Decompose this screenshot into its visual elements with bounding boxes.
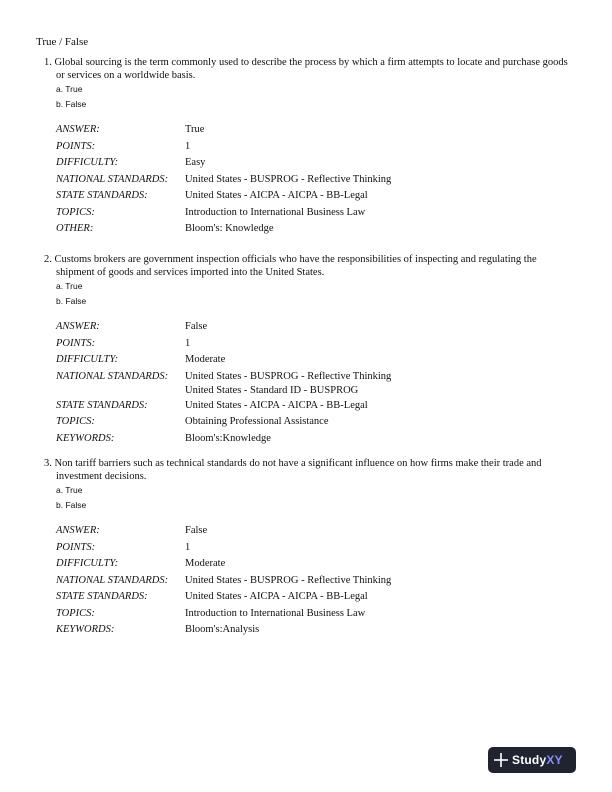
meta-row-points xyxy=(56,336,568,353)
option-false: b. False xyxy=(56,296,87,306)
logo-text xyxy=(512,753,563,767)
meta-row-topics xyxy=(56,205,568,222)
meta-label: DIFFICULTY: xyxy=(56,558,119,569)
question-2 xyxy=(40,253,568,447)
meta-row-answer xyxy=(56,122,568,139)
meta-value: United States - BUSPROG - Reflective Thinking xyxy=(185,173,392,185)
question-1 xyxy=(40,56,568,238)
meta-label: STATE STANDARDS: xyxy=(56,399,148,411)
meta-label: POINTS: xyxy=(56,541,96,553)
meta-label: NATIONAL STANDARDS: xyxy=(56,173,169,185)
meta-value: 1 xyxy=(185,541,191,553)
option-true: a. True xyxy=(56,84,83,94)
meta-value: United States - BUSPROG - Reflective Thinking United States - Standard ID - BUSPROG xyxy=(185,370,392,396)
meta-value: United States - AICPA - AICPA - BB-Legal xyxy=(185,591,368,602)
meta-label: STATE STANDARDS: xyxy=(56,190,148,201)
meta-value: False xyxy=(185,321,208,332)
meta-label: DIFFICULTY: xyxy=(56,354,119,365)
meta-label: NATIONAL STANDARDS: xyxy=(56,574,169,586)
meta-value: United States - AICPA - AICPA - BB-Legal xyxy=(185,190,368,201)
meta-value: United States - BUSPROG - Reflective Thinking xyxy=(185,574,392,586)
meta-row-points xyxy=(56,540,568,557)
meta-value: Easy xyxy=(185,157,206,168)
meta-value: Bloom's: Knowledge xyxy=(185,223,274,234)
meta-value: Bloom's:Knowledge xyxy=(185,432,271,444)
logo-accent: XY xyxy=(546,753,563,767)
meta-row-other xyxy=(56,221,568,238)
meta-row-keywords xyxy=(56,431,568,448)
meta-label: POINTS: xyxy=(56,337,96,349)
meta-label: OTHER: xyxy=(56,223,94,234)
meta-value: United States - AICPA - AICPA - BB-Legal xyxy=(185,399,368,411)
option-false: b. False xyxy=(56,99,87,109)
question-text: 3. Non tariff barriers such as technical standards do not have a significant influence on how firms make their trade and investment decisions. xyxy=(44,458,542,482)
meta-row-state-standards xyxy=(56,398,568,415)
meta-label: TOPICS: xyxy=(56,607,95,619)
section-title: True / False xyxy=(36,36,89,48)
meta-row-topics xyxy=(56,606,568,623)
meta-row-keywords xyxy=(56,622,568,639)
studyxy-logo xyxy=(488,747,576,773)
meta-value: Introduction to International Business Law xyxy=(185,206,366,218)
logo-prefix: Study xyxy=(512,753,547,767)
meta-label: DIFFICULTY: xyxy=(56,157,119,168)
meta-value: Introduction to International Business Law xyxy=(185,607,366,619)
meta-label: STATE STANDARDS: xyxy=(56,591,148,602)
meta-label: TOPICS: xyxy=(56,206,95,218)
meta-label: NATIONAL STANDARDS: xyxy=(56,370,169,382)
meta-row-national-standards xyxy=(56,369,568,398)
meta-label: KEYWORDS: xyxy=(56,624,115,635)
option-true: a. True xyxy=(56,281,83,291)
question-text: 1. Global sourcing is the term commonly used to describe the process by which a firm attempts to locate and purchase goods or services on a worldwide basis. xyxy=(44,57,568,81)
meta-row-difficulty xyxy=(56,352,568,369)
meta-label: ANSWER: xyxy=(56,321,100,332)
meta-label: TOPICS: xyxy=(56,416,95,427)
meta-row-topics xyxy=(56,414,568,431)
option-false: b. False xyxy=(56,500,87,510)
meta-value: Bloom's:Analysis xyxy=(185,624,260,635)
meta-label: ANSWER: xyxy=(56,124,100,135)
answer-metadata xyxy=(40,319,568,447)
meta-value: Moderate xyxy=(185,354,226,365)
meta-label: POINTS: xyxy=(56,140,96,152)
meta-label: KEYWORDS: xyxy=(56,432,115,444)
meta-value: Moderate xyxy=(185,558,226,569)
meta-row-state-standards xyxy=(56,589,568,606)
meta-value: True xyxy=(185,124,205,135)
meta-row-difficulty xyxy=(56,155,568,172)
meta-value: False xyxy=(185,525,208,536)
answer-metadata xyxy=(40,122,568,238)
question-3 xyxy=(40,457,568,639)
meta-row-points xyxy=(56,139,568,156)
option-true: a. True xyxy=(56,485,83,495)
meta-value: 1 xyxy=(185,337,191,349)
answer-metadata xyxy=(40,523,568,639)
meta-value: Obtaining Professional Assistance xyxy=(185,416,329,427)
meta-row-answer xyxy=(56,319,568,336)
meta-row-state-standards xyxy=(56,188,568,205)
meta-label: ANSWER: xyxy=(56,525,100,536)
meta-value: 1 xyxy=(185,140,191,152)
meta-row-national-standards xyxy=(56,573,568,590)
meta-row-national-standards xyxy=(56,172,568,189)
plus-icon xyxy=(494,753,508,767)
question-text: 2. Customs brokers are government inspection officials who have the responsibilities of inspecting and regulating the shipment of goods and services imported into the United States. xyxy=(44,254,537,278)
meta-row-answer xyxy=(56,523,568,540)
meta-row-difficulty xyxy=(56,556,568,573)
